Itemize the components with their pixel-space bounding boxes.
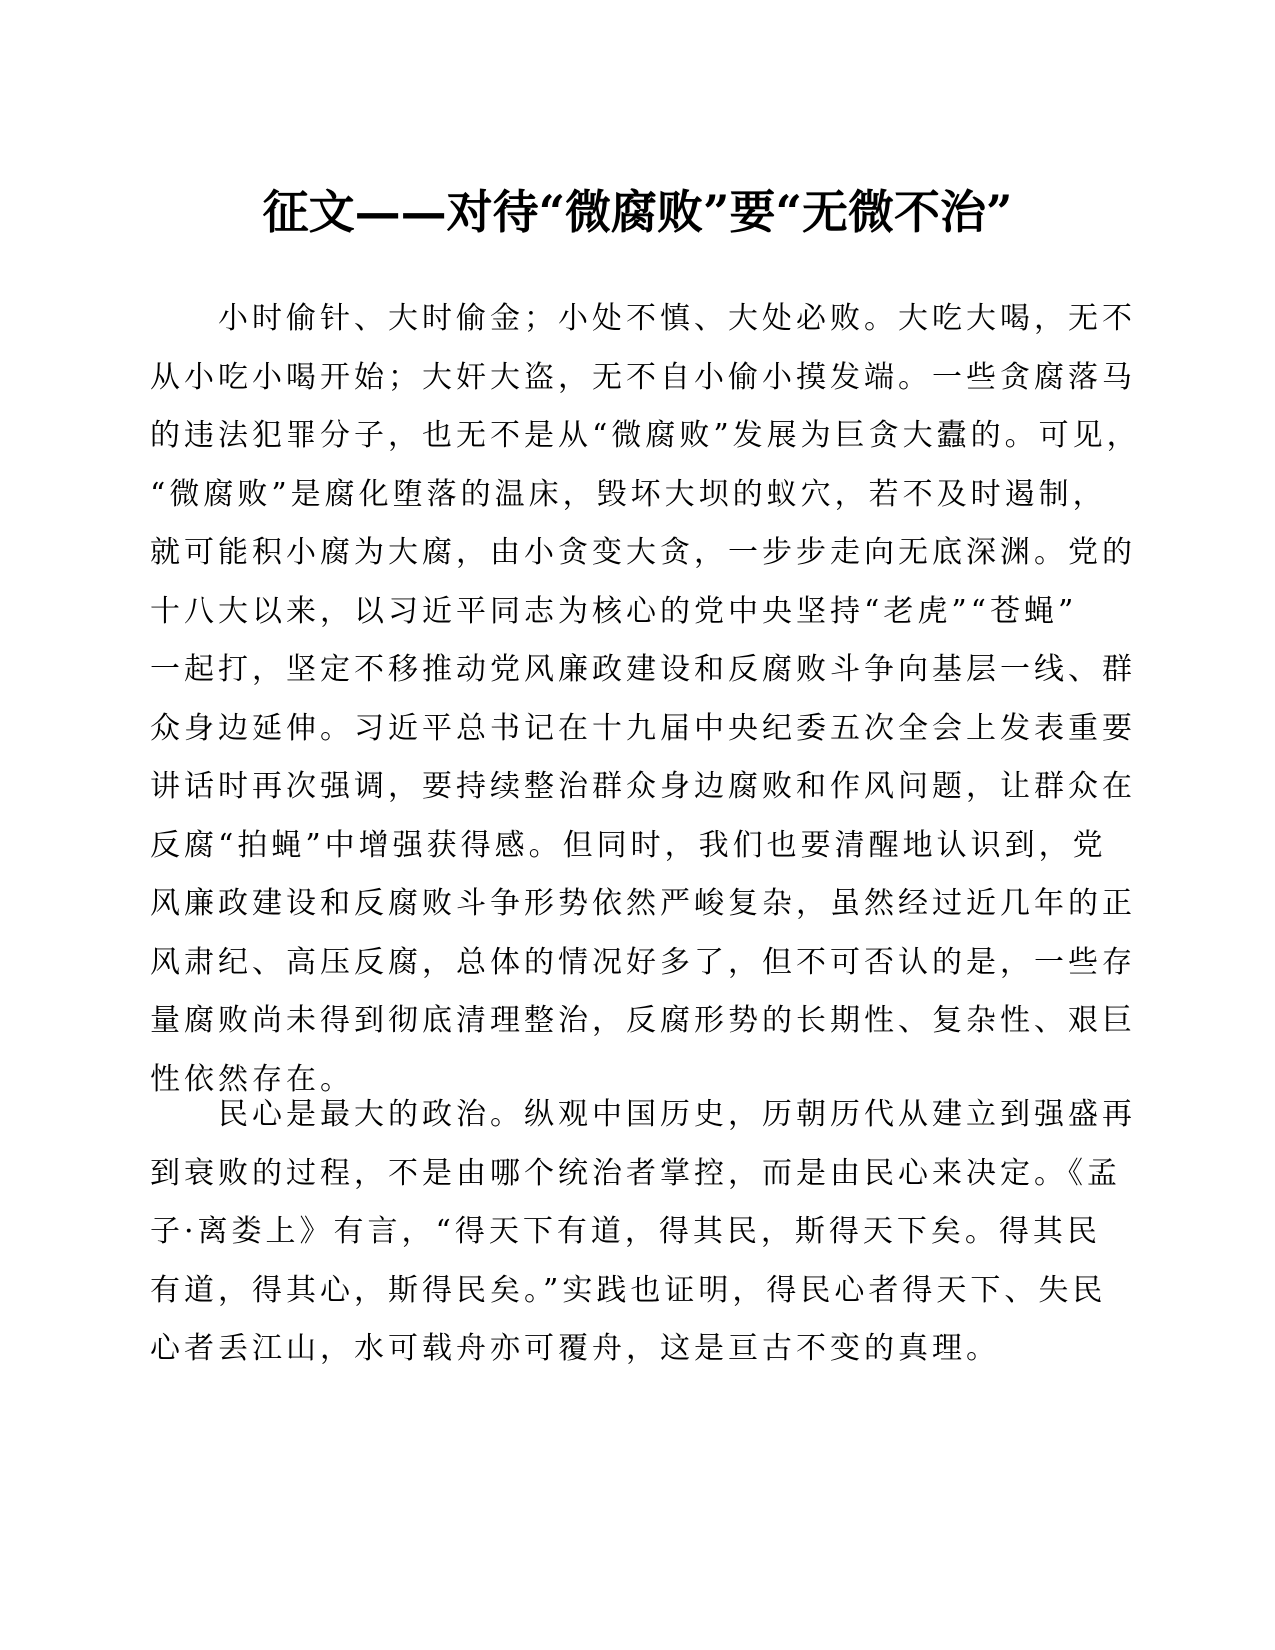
paragraph-1	[150, 290, 1141, 1109]
text-line: 众身边延伸。习近平总书记在十九届中央纪委五次全会上发表重要	[150, 710, 1136, 746]
text-line: “微腐败”是腐化堕落的温床，毁坏大坝的蚁穴，若不及时遏制，	[150, 476, 1107, 512]
text-line: 从小吃小喝开始；大奸大盗，无不自小偷小摸发端。一些贪腐落马	[150, 359, 1136, 395]
text-line: 风廉政建设和反腐败斗争形势依然严峻复杂，虽然经过近几年的正	[150, 886, 1136, 921]
text-line: 性依然存在。	[150, 1061, 354, 1097]
text-line: 风肃纪、高压反腐，总体的情况好多了，但不可否认的是，一些存	[150, 944, 1136, 980]
text-line: 民心是最大的政治。纵观中国历史，历朝历代从建立到强盛再	[218, 1097, 1136, 1132]
paragraph-2	[150, 1086, 1136, 1379]
text-line: 小时偷针、大时偷金；小处不慎、大处必败。大吃大喝，无不	[218, 301, 1136, 336]
text-line: 讲话时再次强调，要持续整治群众身边腐败和作风问题，让群众在	[150, 769, 1136, 804]
text-line: 反腐“拍蝇”中增强获得感。但同时，我们也要清醒地认识到，党	[150, 827, 1107, 863]
text-line: 一起打，坚定不移推动党风廉政建设和反腐败斗争向基层一线、群	[150, 652, 1136, 687]
text-line: 就可能积小腐为大腐，由小贪变大贪，一步步走向无底深渊。党的	[150, 535, 1136, 570]
text-line: 的违法犯罪分子，也无不是从“微腐败”发展为巨贪大蠹的。可见，	[150, 418, 1141, 453]
text-line: 量腐败尚未得到彻底清理整治，反腐形势的长期性、复杂性、艰巨	[150, 1003, 1136, 1038]
document-title: 征文——对待“微腐败”要“无微不治”	[262, 185, 1013, 239]
text-line: 心者丢江山，水可载舟亦可覆舟，这是亘古不变的真理。	[150, 1331, 1000, 1366]
text-line: 子·离娄上》有言，“得天下有道，得其民，斯得天下矣。得其民	[150, 1214, 1101, 1249]
text-line: 有道，得其心，斯得民矣。”实践也证明，得民心者得天下、失民	[150, 1272, 1107, 1308]
text-line: 十八大以来，以习近平同志为核心的党中央坚持“老虎”“苍蝇”	[150, 593, 1078, 629]
text-line: 到衰败的过程，不是由哪个统治者掌控，而是由民心来决定。《孟	[150, 1155, 1121, 1191]
